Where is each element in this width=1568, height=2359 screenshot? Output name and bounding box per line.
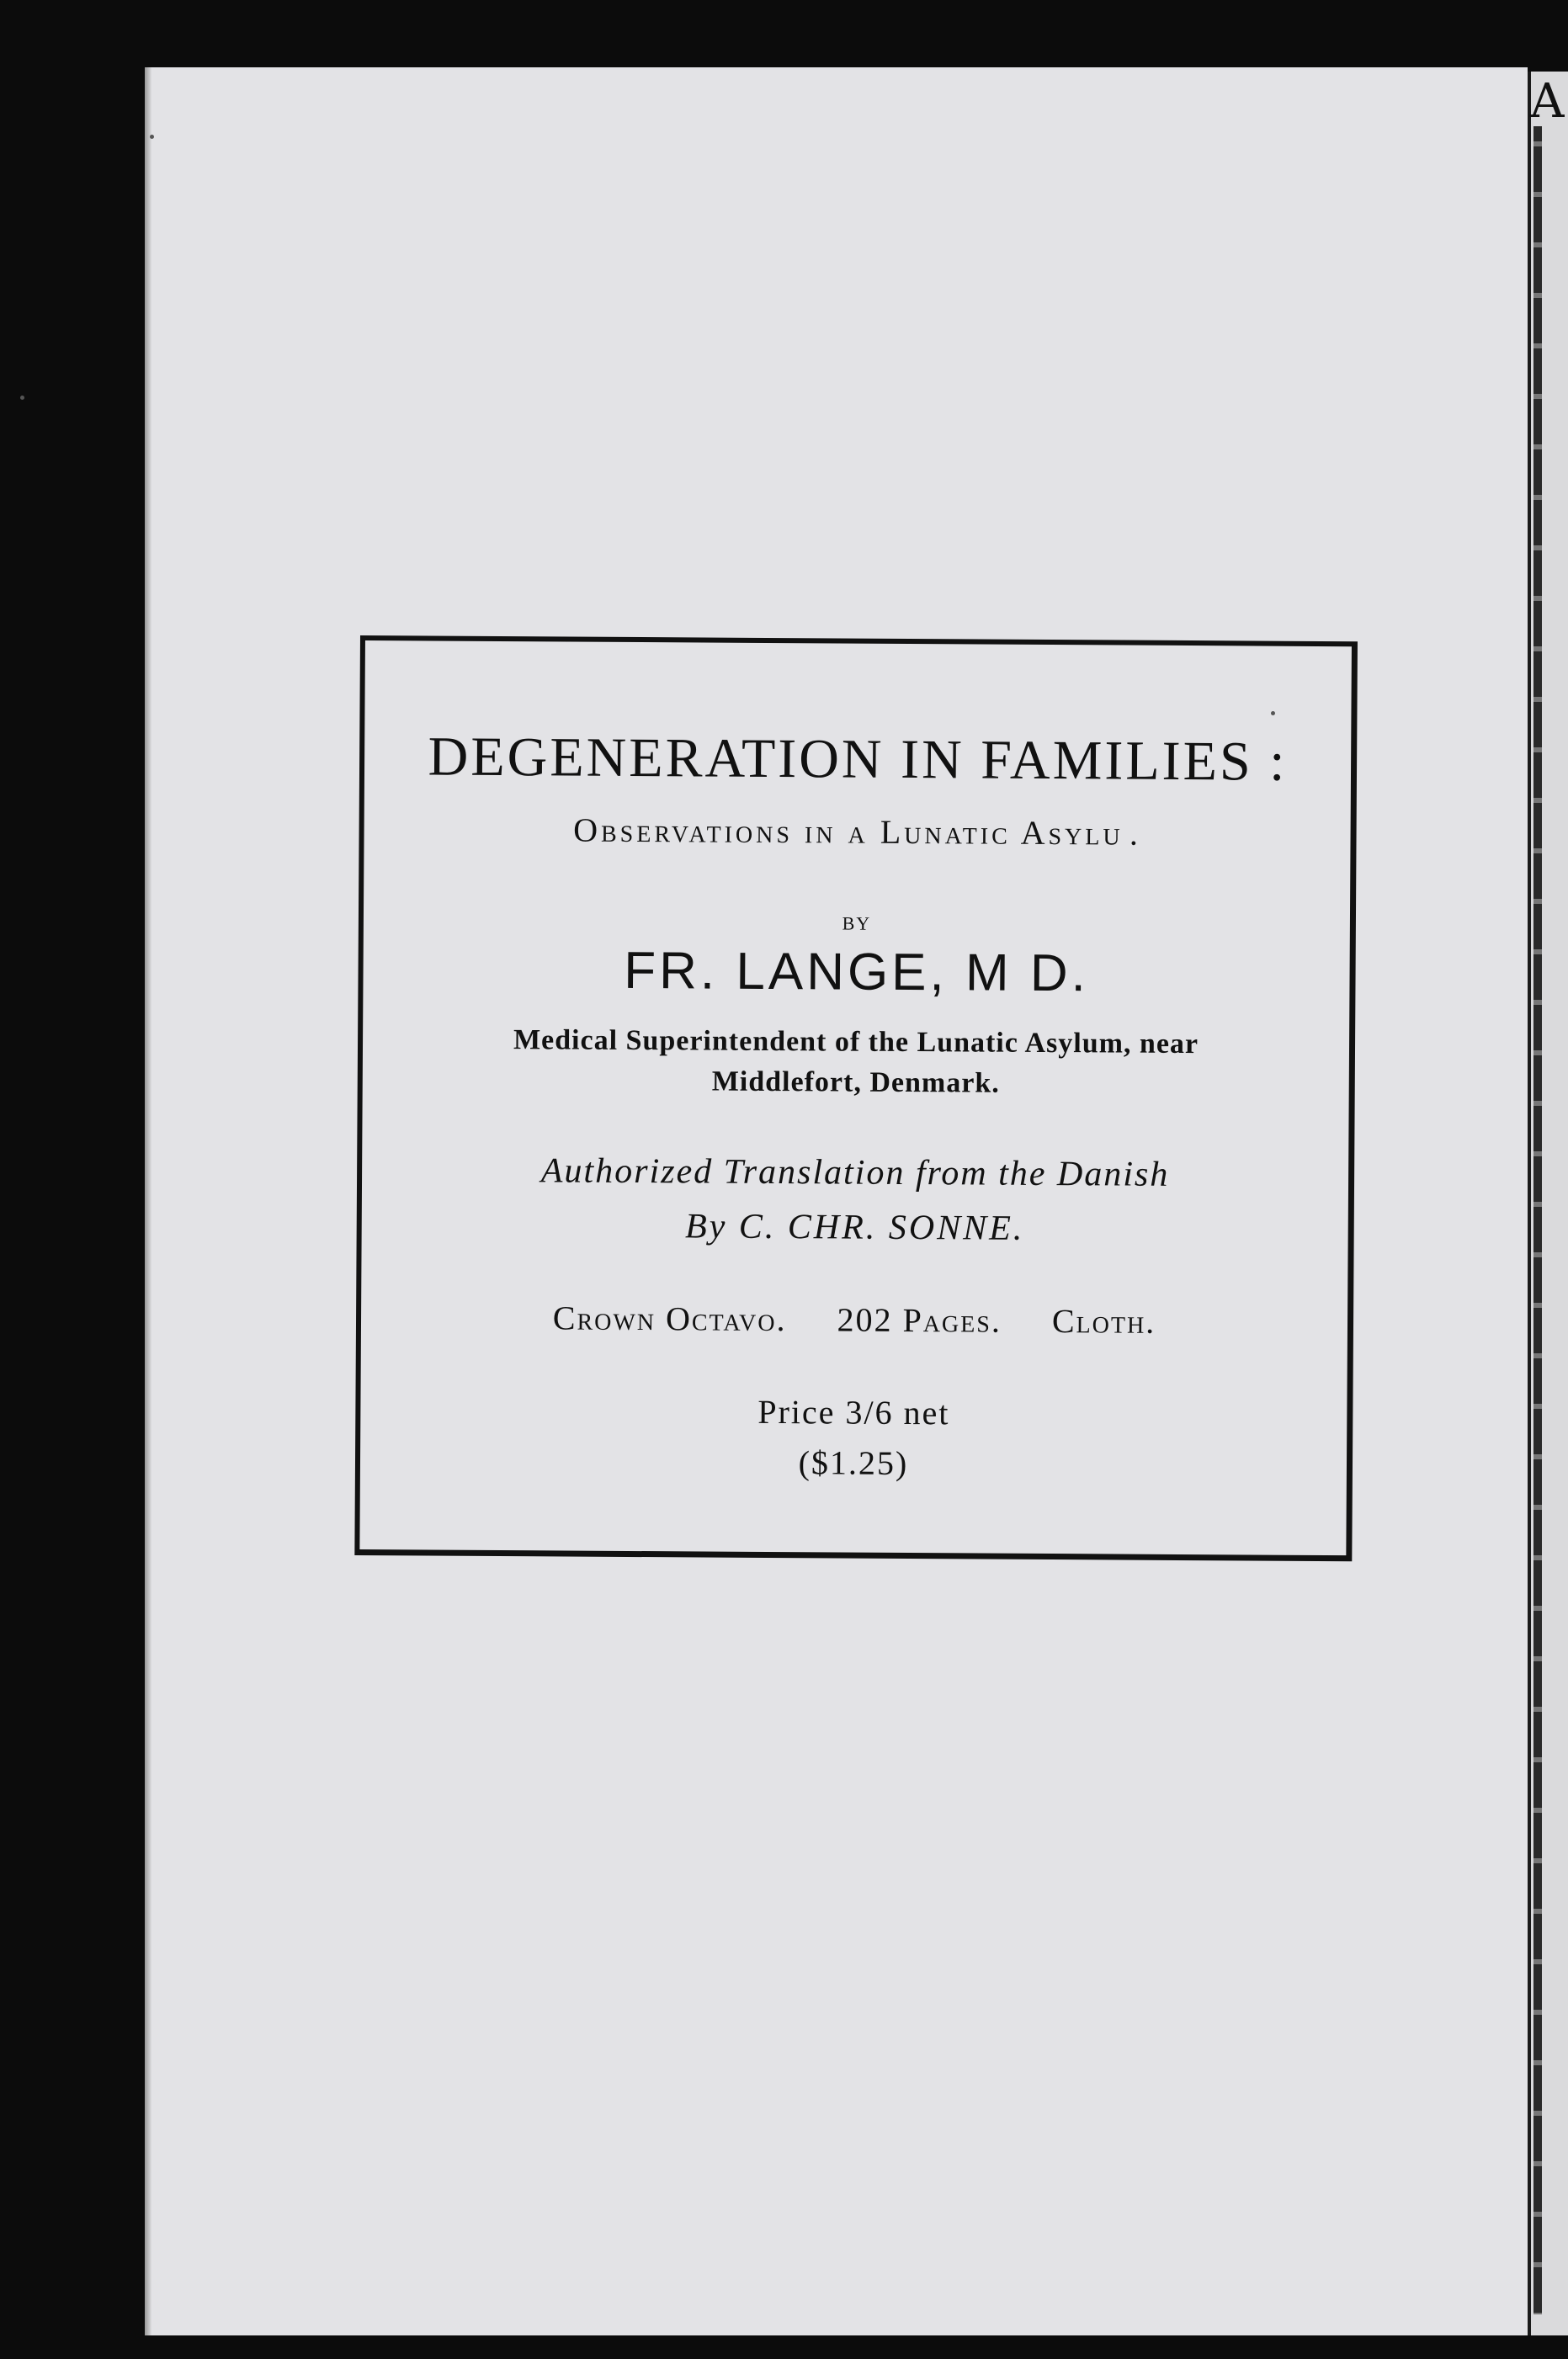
adjacent-page-border [1533,126,1542,2314]
binding-label: Cloth. [1051,1302,1156,1341]
page-count: 202 Pages. [837,1300,1002,1340]
price-usd: ($1.25) [798,1443,909,1482]
adjacent-page-letter: A [1530,74,1565,129]
translator-name: By C. CHR. SONNE. [684,1207,1025,1248]
author-position-line-2: Middlefort, Denmark. [711,1065,1000,1099]
price-line: Price 3/6 net [757,1392,950,1432]
by-label: BY [842,912,872,934]
page-edge-shadow [145,67,151,2335]
format-label: Crown Octavo. [552,1299,787,1339]
advertisement-box [354,635,1358,1561]
book-title: DEGENERATION IN FAMILIES : [428,725,1288,793]
author-position-line-1: Medical Superintendent of the Lunatic Asylum, near [513,1024,1199,1060]
author-name: FR. LANGE, M D. [624,941,1090,1003]
edition-details [361,1297,1347,1342]
translation-note: Authorized Translation from the Danish [540,1151,1170,1194]
book-subtitle: Observations in a Lunatic Asylu . [573,810,1142,853]
scan-speck [20,396,24,400]
scan-speck [150,135,154,139]
